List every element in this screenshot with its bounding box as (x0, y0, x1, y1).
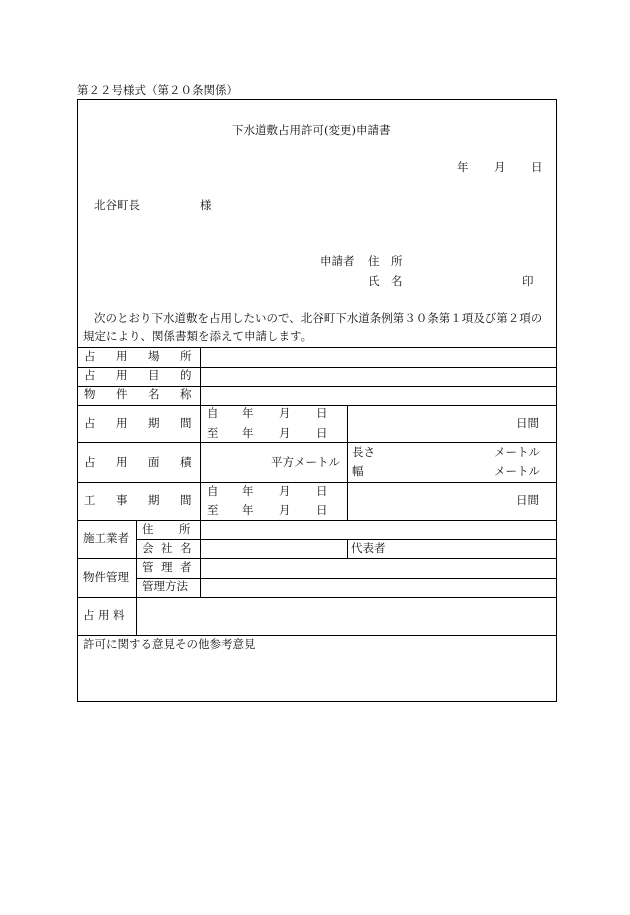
char: 月 (279, 406, 291, 420)
applicant-name-label: 氏 名 (368, 274, 403, 288)
intro-line-1: 次のとおり下水道敷を占用したいので、北谷町下水道条例第３０条第１項及び第２項の (94, 311, 543, 325)
table-line (77, 558, 557, 559)
char: 工 (84, 493, 96, 507)
char: 年 (242, 406, 254, 420)
width-label: 幅 (352, 464, 364, 478)
char: 用 (98, 608, 110, 622)
representative-label: 代表者 (351, 541, 386, 555)
row-label-period (84, 418, 192, 430)
applicant-address-label: 住 所 (368, 254, 403, 268)
char: 占 (84, 416, 96, 430)
char: 積 (180, 455, 192, 469)
company-name-label (142, 543, 192, 555)
row-label-area (84, 457, 192, 469)
construction-days-label: 日間 (516, 493, 539, 507)
table-line (77, 520, 557, 521)
date-month-label: 月 (494, 160, 506, 174)
addressee-name: 北谷町長 (94, 198, 140, 212)
construction-to-date (207, 505, 328, 517)
row-label-fee (83, 610, 125, 622)
seal-mark: 印 (522, 274, 534, 288)
table-line (77, 482, 557, 483)
char: 月 (279, 484, 291, 498)
manager-label (142, 562, 192, 574)
table-line (200, 347, 201, 597)
row-label-construction-period (84, 495, 192, 507)
char: 年 (242, 503, 254, 517)
char: 面 (148, 455, 160, 469)
char: 占 (84, 349, 96, 363)
char: 至 (207, 426, 219, 440)
char: 会 (142, 541, 154, 555)
char: 所 (180, 349, 192, 363)
form-number: 第２２号様式（第２０条関係） (77, 83, 238, 97)
table-line (347, 539, 348, 558)
period-from-date (207, 408, 328, 420)
char: 所 (179, 522, 191, 536)
row-label-item-name (84, 389, 192, 401)
char: 社 (161, 541, 173, 555)
char: 称 (180, 387, 192, 401)
char: 用 (116, 455, 128, 469)
char: 管 (142, 560, 154, 574)
table-line (136, 597, 137, 635)
table-line (347, 482, 348, 520)
char: 目 (148, 368, 160, 382)
char: 期 (148, 416, 160, 430)
form-title: 下水道敷占用許可(変更)申請書 (232, 123, 391, 137)
char: 者 (180, 560, 192, 574)
char: 間 (180, 416, 192, 430)
char: 間 (180, 493, 192, 507)
char: 住 (142, 522, 154, 536)
char: 場 (148, 349, 160, 363)
table-line (347, 405, 348, 482)
char: 用 (116, 349, 128, 363)
area-sqm-label: 平方メートル (271, 455, 340, 469)
char: 自 (207, 484, 219, 498)
char: 占 (83, 608, 95, 622)
char: 自 (207, 406, 219, 420)
char: 期 (148, 493, 160, 507)
date-day-label: 日 (531, 160, 543, 174)
table-line (77, 635, 557, 636)
char: 件 (116, 387, 128, 401)
char: 至 (207, 503, 219, 517)
char: 的 (180, 368, 192, 382)
period-to-date (207, 428, 328, 440)
opinion-label: 許可に関する意見その他参考意見 (83, 637, 256, 651)
char: 占 (84, 368, 96, 382)
char: 理 (161, 560, 173, 574)
char: 名 (148, 387, 160, 401)
char: 月 (279, 426, 291, 440)
length-label: 長さ (352, 445, 375, 459)
row-label-purpose (84, 370, 192, 382)
row-label-place (84, 351, 192, 363)
management-method-label: 管理方法 (142, 579, 188, 593)
contractor-address-label (142, 524, 191, 536)
row-label-contractor: 施工業者 (83, 531, 129, 545)
char: 月 (279, 503, 291, 517)
char: 日 (316, 426, 328, 440)
row-label-property-management: 物件管理 (83, 570, 129, 584)
char: 料 (113, 608, 125, 622)
date-year-label: 年 (457, 160, 469, 174)
applicant-label: 申請者 (320, 254, 355, 268)
table-line (136, 520, 137, 597)
char: 年 (242, 426, 254, 440)
table-line (77, 597, 557, 598)
char: 日 (316, 406, 328, 420)
table-line (77, 347, 557, 348)
char: 物 (84, 387, 96, 401)
construction-from-date (207, 486, 328, 498)
char: 日 (316, 484, 328, 498)
period-days-label: 日間 (516, 416, 539, 430)
char: 用 (116, 368, 128, 382)
char: 占 (84, 455, 96, 469)
char: 年 (242, 484, 254, 498)
table-line (77, 442, 557, 443)
char: 用 (116, 416, 128, 430)
char: 事 (116, 493, 128, 507)
width-meter-label: メートル (494, 464, 540, 478)
intro-line-2: 規定により、関係書類を添えて申請します。 (83, 329, 313, 343)
length-meter-label: メートル (494, 445, 540, 459)
addressee-honorific: 様 (200, 198, 212, 212)
char: 名 (180, 541, 192, 555)
char: 日 (316, 503, 328, 517)
